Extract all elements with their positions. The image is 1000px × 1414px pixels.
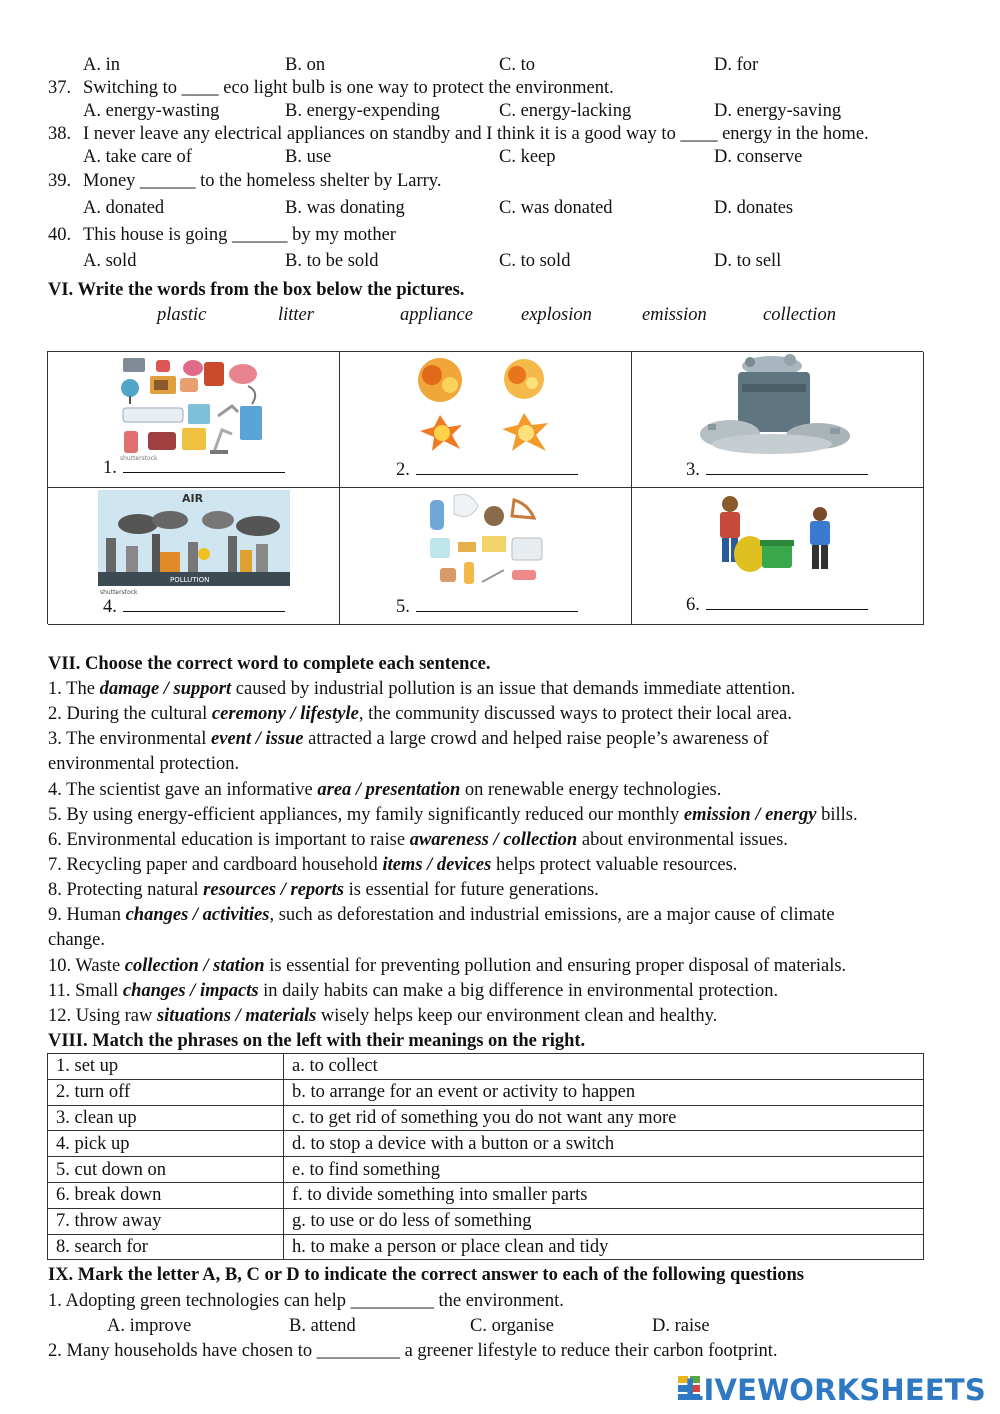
phrase-cell[interactable]: 3. clean up	[48, 1105, 284, 1131]
word-box-item: explosion	[521, 305, 592, 325]
meaning-cell[interactable]: f. to divide something into smaller parts	[284, 1182, 924, 1208]
picture-cell-5	[340, 488, 632, 625]
q37-option-c[interactable]: C. energy-lacking	[499, 101, 632, 121]
choice-1[interactable]: damage / support	[99, 679, 232, 699]
q39-option-c[interactable]: C. was donated	[499, 198, 613, 218]
table-row	[48, 1105, 924, 1131]
pollution-label: POLLUTION	[170, 576, 210, 584]
liveworksheets-logo[interactable]: LIVEWORKSHEETS	[684, 1373, 986, 1407]
word-box-item: collection	[763, 305, 836, 325]
q36-option-c[interactable]: C. to	[499, 55, 535, 75]
shutterstock-watermark: shutterstock	[100, 589, 138, 596]
picture-cell-1	[48, 352, 340, 488]
table-row	[48, 1131, 924, 1157]
q40-option-b[interactable]: B. to be sold	[285, 251, 379, 271]
section-9-title: IX. Mark the letter A, B, C or D to indicate the correct answer to each of the following questions	[48, 1265, 804, 1285]
q36-option-d[interactable]: D. for	[714, 55, 759, 75]
sentence-12: 12. Using raw situations / materials wisely helps keep our environment clean and healthy.	[48, 1006, 718, 1026]
meaning-cell[interactable]: c. to get rid of something you do not want any more	[284, 1105, 924, 1131]
q38-option-c[interactable]: C. keep	[499, 147, 556, 167]
word-box-item: litter	[278, 305, 314, 325]
phrase-cell[interactable]: 2. turn off	[48, 1079, 284, 1105]
q37-option-d[interactable]: D. energy-saving	[714, 101, 842, 121]
word-box-item: plastic	[157, 305, 207, 325]
word-box-item: appliance	[400, 305, 473, 325]
picture-label-2[interactable]: 2.	[396, 460, 578, 481]
picture-table	[47, 351, 923, 624]
sentence-9: 9. Human changes / activities, such as deforestation and industrial emissions, are a major cause of climate change.	[48, 905, 835, 950]
sentence-10: 10. Waste collection / station is essential for preventing pollution and ensuring proper disposal of materials.	[48, 956, 847, 976]
word-box-item: emission	[642, 305, 707, 325]
table-row	[48, 1079, 924, 1105]
table-row	[48, 1157, 924, 1183]
choice-11[interactable]: changes / impacts	[122, 981, 259, 1001]
choice-7[interactable]: items / devices	[382, 855, 492, 875]
air-label: AIR	[182, 492, 204, 505]
sentence-4: 4. The scientist gave an informative area / presentation on renewable energy technologies.	[48, 780, 722, 800]
sentence-1: 1. The damage / support caused by industrial pollution is an issue that demands immediate attention.	[48, 679, 796, 699]
choice-12[interactable]: situations / materials	[156, 1006, 317, 1026]
q37-option-a[interactable]: A. energy-wasting	[83, 101, 220, 121]
choice-3[interactable]: event / issue	[211, 729, 304, 749]
q39-option-a[interactable]: A. donated	[83, 198, 165, 218]
choice-9[interactable]: changes / activities	[125, 905, 270, 925]
meaning-cell[interactable]: g. to use or do less of something	[284, 1208, 924, 1234]
table-row	[48, 1208, 924, 1234]
sentence-11: 11. Small changes / impacts in daily habits can make a big difference in environmental protection.	[48, 981, 779, 1001]
choice-5[interactable]: emission / energy	[683, 805, 817, 825]
picture-label-3[interactable]: 3.	[686, 460, 868, 481]
ix1-option-d[interactable]: D. raise	[652, 1316, 710, 1336]
question-39: 39. Money ______ to the homeless shelter by Larry.	[48, 171, 442, 191]
picture-label-4[interactable]: 4.	[103, 597, 285, 618]
picture-cell-3	[632, 352, 924, 488]
q40-option-d[interactable]: D. to sell	[714, 251, 782, 271]
question-38: 38. I never leave any electrical appliances on standby and I think it is a good way to ____ energy in the home.	[48, 124, 869, 144]
air-pollution-image	[98, 490, 290, 596]
meaning-cell[interactable]: e. to find something	[284, 1157, 924, 1183]
q36-option-a[interactable]: A. in	[83, 55, 120, 75]
plastic-image	[424, 490, 554, 594]
q36-option-b[interactable]: B. on	[285, 55, 326, 75]
phrase-cell[interactable]: 7. throw away	[48, 1208, 284, 1234]
meaning-cell[interactable]: a. to collect	[284, 1054, 924, 1080]
sentence-7: 7. Recycling paper and cardboard household items / devices helps protect valuable resources.	[48, 855, 738, 875]
section-8-title: VIII. Match the phrases on the left with their meanings on the right.	[48, 1031, 586, 1051]
picture-cell-6	[632, 488, 924, 625]
appliances-image	[118, 356, 268, 461]
phrase-cell[interactable]: 5. cut down on	[48, 1157, 284, 1183]
meaning-cell[interactable]: b. to arrange for an event or activity to happen	[284, 1079, 924, 1105]
q40-option-c[interactable]: C. to sold	[499, 251, 571, 271]
ix1-option-a[interactable]: A. improve	[107, 1316, 192, 1336]
choice-6[interactable]: awareness / collection	[409, 830, 578, 850]
table-row	[48, 1234, 924, 1260]
ix1-option-b[interactable]: B. attend	[289, 1316, 356, 1336]
meaning-cell[interactable]: d. to stop a device with a button or a switch	[284, 1131, 924, 1157]
q40-option-a[interactable]: A. sold	[83, 251, 137, 271]
picture-cell-2	[340, 352, 632, 488]
choice-8[interactable]: resources / reports	[203, 880, 344, 900]
collection-image	[710, 494, 845, 590]
picture-label-5[interactable]: 5.	[396, 597, 578, 618]
sentence-2: 2. During the cultural ceremony / lifestyle, the community discussed ways to protect their local area.	[48, 704, 792, 724]
explosion-image	[402, 355, 567, 455]
picture-cell-4	[48, 488, 340, 625]
sentence-3: 3. The environmental event / issue attracted a large crowd and helped raise people’s awareness of environmental protection.	[48, 729, 769, 774]
meaning-cell[interactable]: h. to make a person or place clean and tidy	[284, 1234, 924, 1260]
choice-10[interactable]: collection / station	[124, 956, 265, 976]
phrase-cell[interactable]: 8. search for	[48, 1234, 284, 1260]
phrase-cell[interactable]: 4. pick up	[48, 1131, 284, 1157]
choice-2[interactable]: ceremony / lifestyle	[211, 704, 359, 724]
sentence-6: 6. Environmental education is important to raise awareness / collection about environmental issues.	[48, 830, 788, 850]
q38-option-a[interactable]: A. take care of	[83, 147, 192, 167]
question-ix-1: 1. Adopting green technologies can help _________ the environment.	[48, 1291, 564, 1311]
sentence-8: 8. Protecting natural resources / reports is essential for future generations.	[48, 880, 599, 900]
table-row	[48, 1054, 924, 1080]
table-row	[48, 1182, 924, 1208]
phrase-cell[interactable]: 1. set up	[48, 1054, 284, 1080]
q37-option-b[interactable]: B. energy-expending	[285, 101, 440, 121]
phrase-cell[interactable]: 6. break down	[48, 1182, 284, 1208]
litter-image	[690, 354, 855, 456]
choice-4[interactable]: area / presentation	[317, 780, 461, 800]
question-40: 40. This house is going ______ by my mother	[48, 225, 396, 245]
question-ix-2: 2. Many households have chosen to _________ a greener lifestyle to reduce their carbon footprint.	[48, 1341, 778, 1361]
q39-option-d[interactable]: D. donates	[714, 198, 794, 218]
sentence-5: 5. By using energy-efficient appliances, my family significantly reduced our monthly emission / energy bills.	[48, 805, 858, 825]
picture-label-6[interactable]: 6.	[686, 595, 868, 616]
q38-option-d[interactable]: D. conserve	[714, 147, 803, 167]
ix1-option-c[interactable]: C. organise	[470, 1316, 554, 1336]
q38-option-b[interactable]: B. use	[285, 147, 332, 167]
picture-label-1[interactable]: 1.	[103, 458, 285, 479]
section-6-title: VI. Write the words from the box below the pictures.	[48, 280, 465, 300]
section-7-title: VII. Choose the correct word to complete each sentence.	[48, 654, 491, 674]
match-table	[47, 1053, 924, 1260]
shutterstock-watermark: shutterstock	[120, 455, 158, 461]
q39-option-b[interactable]: B. was donating	[285, 198, 405, 218]
question-37: 37. Switching to ____ eco light bulb is one way to protect the environment.	[48, 78, 614, 98]
